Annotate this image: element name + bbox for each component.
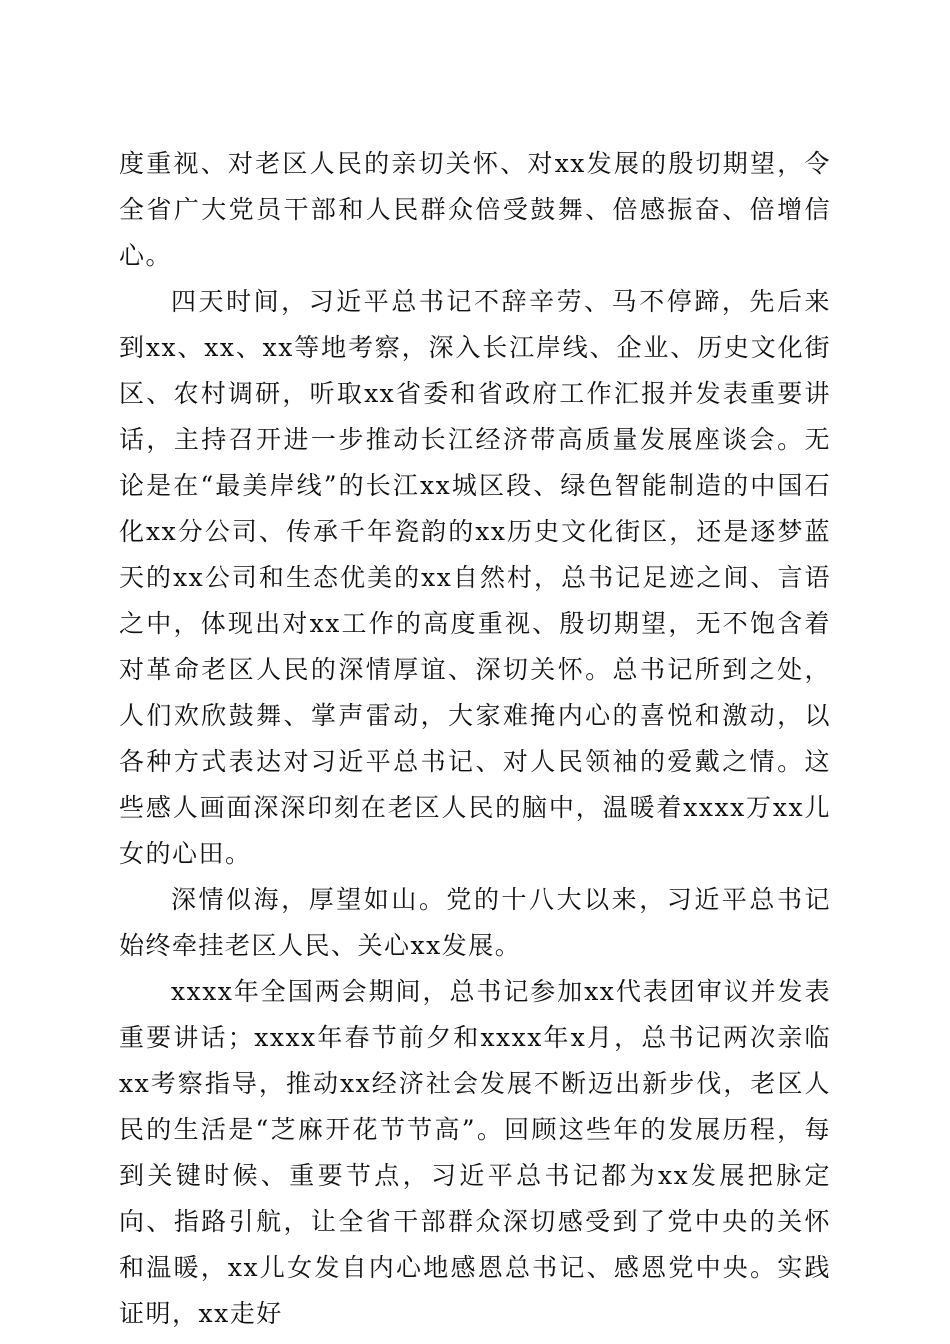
paragraph-2: 四天时间，习近平总书记不辞辛劳、马不停蹄，先后来到xx、xx、xx等地考察，深入长江岸线、企业、历史文化街区、农村调研，听取xx省委和省政府工作汇报并发表重要讲话，主持召开进一步推动长江经济带高质量发展座谈会。无论是在“最美岸线”的长江xx城区段、绿色智能制造的中国石化xx分公司、传承千年瓷韵的xx历史文化街区，还是逐梦蓝天的xx公司和生态优美的xx自然村，总书记足迹之间、言语之中，体现出对xx工作的高度重视、殷切期望，无不饱含着对革命老区人民的深情厚谊、深切关怀。总书记所到之处，人们欢欣鼓舞、掌声雷动，大家难掩内心的喜悦和激动，以各种方式表达对习近平总书记、对人民领袖的爱戴之情。这些感人画面深深印刻在老区人民的脑中，温暖着xxxx万xx儿女的心田。 — [119, 287, 831, 868]
paragraph-3: 深情似海，厚望如山。党的十八大以来，习近平总书记始终牵挂老区人民、关心xx发展。 — [119, 885, 831, 960]
paragraph-1: 度重视、对老区人民的亲切关怀、对xx发展的殷切期望，令全省广大党员干部和人民群众倍受鼓舞、倍感振奋、倍增信心。 — [119, 149, 831, 270]
document-body — [119, 141, 831, 1337]
paragraph-4: xxxx年全国两会期间，总书记参加xx代表团审议并发表重要讲话；xxxx年春节前夕和xxxx年x月，总书记两次亲临xx考察指导，推动xx经济社会发展不断迈出新步伐，老区人民的生活是“芝麻开花节节高”。回顾这些年的发展历程，每到关键时候、重要节点，习近平总书记都为xx发展把脉定向、指路引航，让全省干部群众深切感受到了党中央的关怀和温暖，xx儿女发自内心地感恩总书记、感恩党中央。实践证明，xx走好 — [119, 977, 831, 1328]
